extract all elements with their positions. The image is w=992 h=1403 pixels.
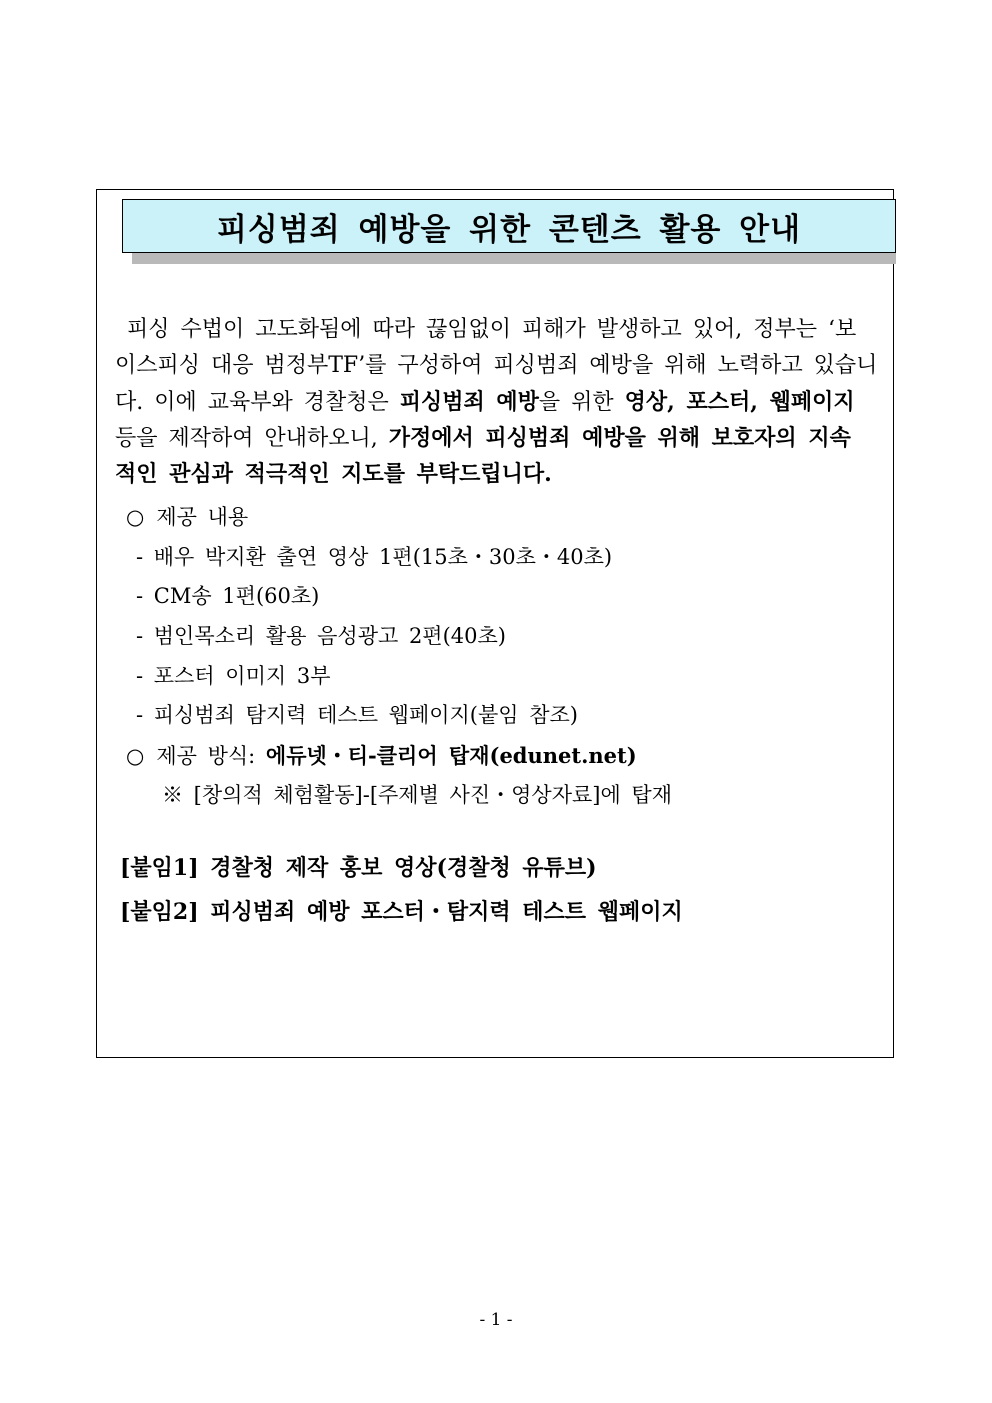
method-note: ※ [창의적 체험활동]-[주제별 사진・영상자료]에 탑재 [162, 782, 673, 807]
list-item: - 범인목소리 활용 음성광고 2편(40초) [136, 624, 506, 649]
intro-emphasis-media: 영상, 포스터, 웹페이지 [624, 389, 855, 415]
provision-section [126, 498, 886, 816]
provision-heading-text: 제공 내용 [156, 505, 249, 529]
method-line [126, 736, 886, 776]
list-item: - 배우 박지환 출연 영상 1편(15초・30초・40초) [136, 544, 613, 569]
intro-emphasis-home: 가정에서 피싱범죄 예방을 위해 보호자의 지속 [388, 425, 851, 451]
method-value: 에듀넷・티-클리어 탑재(edunet.net) [265, 743, 637, 769]
intro-line-1: 피싱 수법이 고도화됨에 따라 끊임없이 피해가 발생하고 있어, 정부는 ‘보 [127, 317, 857, 342]
method-label: 제공 방식: [156, 744, 266, 769]
list-item: - 포스터 이미지 3부 [136, 663, 331, 688]
intro-line-4-text: 등을 제작하여 안내하오니, [115, 426, 389, 451]
intro-line-3-text: 다. 이에 교육부와 경찰청은 [115, 390, 400, 415]
provision-heading [126, 498, 886, 538]
intro-line-3-mid: 을 위한 [538, 390, 625, 415]
intro-emphasis-phishing: 피싱범죄 예방 [399, 389, 539, 415]
intro-line-2: 이스피싱 대응 범정부TF’를 구성하여 피싱범죄 예방을 위해 노력하고 있습니 [115, 353, 878, 378]
document-title: 피싱범죄 예방을 위한 콘텐츠 활용 안내 [216, 211, 802, 248]
attachment-2: [붙임2] 피싱범죄 예방 포스터・탐지력 테스트 웹페이지 [120, 899, 683, 925]
page-number: - 1 - [479, 1310, 513, 1330]
intro-paragraph [115, 312, 885, 492]
intro-line-3 [115, 384, 885, 420]
circle-bullet-icon: ○ [126, 505, 145, 529]
intro-line-4 [115, 420, 885, 456]
list-item: - CM송 1편(60초) [136, 584, 320, 609]
attachments-section [120, 846, 880, 934]
list-item: - 피싱범죄 탐지력 테스트 웹페이지(붙임 참조) [136, 703, 579, 728]
attachment-1: [붙임1] 경찰청 제작 홍보 영상(경찰청 유튜브) [120, 855, 597, 881]
intro-line-5: 적인 관심과 적극적인 지도를 부탁드립니다. [115, 461, 552, 487]
circle-bullet-icon: ○ [126, 744, 145, 769]
title-box [122, 199, 896, 253]
